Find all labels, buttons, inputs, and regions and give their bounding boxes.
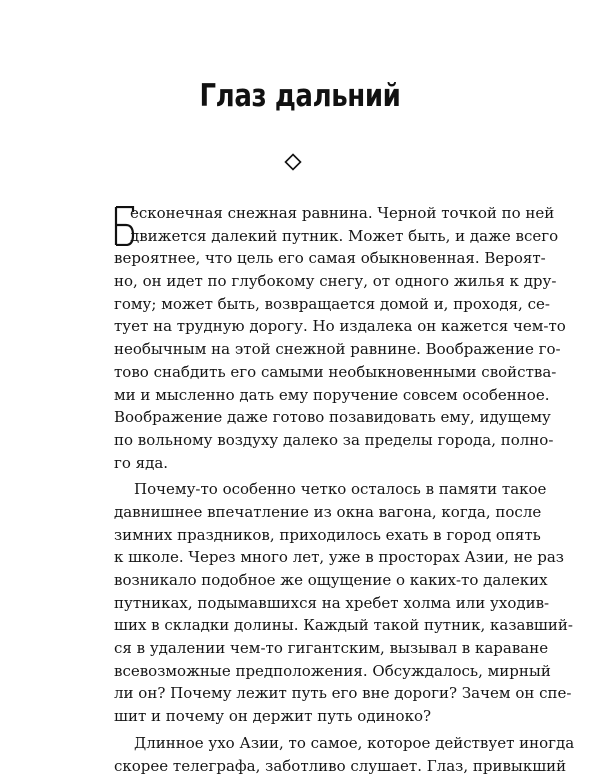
text-line: есконечная снежная равнина. Черной точкой по ней <box>114 202 486 225</box>
paragraph-1 <box>114 202 486 474</box>
text-line: ли он? Почему лежит путь его вне дороги? Зачем он спе- <box>114 682 486 705</box>
text-line: вероятнее, что цель его самая обыкновенная. Вероят- <box>114 247 486 270</box>
text-line: к школе. Через много лет, уже в просторах Азии, не раз <box>114 546 486 569</box>
text-line: но, он идет по глубокому снегу, от одного жилья к дру- <box>114 270 486 293</box>
text-line: тово снабдить его самыми необыкновенными свойства- <box>114 361 486 384</box>
text-line: ся в удалении чем-то гигантским, вызывал в караване <box>114 637 486 660</box>
text-line: необычным на этой снежной равнине. Воображение го- <box>114 338 486 361</box>
text-line: возникало подобное же ощущение о каких-то далеких <box>114 569 486 592</box>
text-line: шит и почему он держит путь одиноко? <box>114 705 486 728</box>
paragraph-3 <box>114 732 486 777</box>
text-line: ми и мысленно дать ему поручение совсем особенное. <box>114 384 486 407</box>
text-line: движется далекий путник. Может быть, и даже всего <box>114 225 486 248</box>
text-line: всевозможные предположения. Обсуждалось, мирный <box>114 660 486 683</box>
text-line: ших в складки долины. Каждый такой путник, казавший- <box>114 614 486 637</box>
chapter-title: Глаз дальний <box>48 78 552 114</box>
text-line: Почему-то особенно четко осталось в памяти такое <box>114 478 486 501</box>
text-line: путниках, подымавшихся на хребет холма или уходив- <box>114 592 486 615</box>
text-line: Длинное ухо Азии, то самое, которое действует иногда <box>114 732 486 755</box>
diamond-outline-icon <box>284 153 302 171</box>
text-line: Воображение даже готово позавидовать ему, идущему <box>114 406 486 429</box>
text-line: тует на трудную дорогу. Но издалека он кажется чем-то <box>114 315 486 338</box>
text-line: давнишнее впечатление из окна вагона, когда, после <box>114 501 486 524</box>
paragraph-2 <box>114 478 486 728</box>
text-line: гому; может быть, возвращается домой и, проходя, се- <box>114 293 486 316</box>
text-line: зимних праздников, приходилось ехать в город опять <box>114 524 486 547</box>
text-line: скорее телеграфа, заботливо слушает. Глаз, привыкший <box>114 755 486 777</box>
body-text <box>114 202 486 777</box>
text-line: го яда. <box>114 452 486 475</box>
text-line: по вольному воздуху далеко за пределы города, полно- <box>114 429 486 452</box>
